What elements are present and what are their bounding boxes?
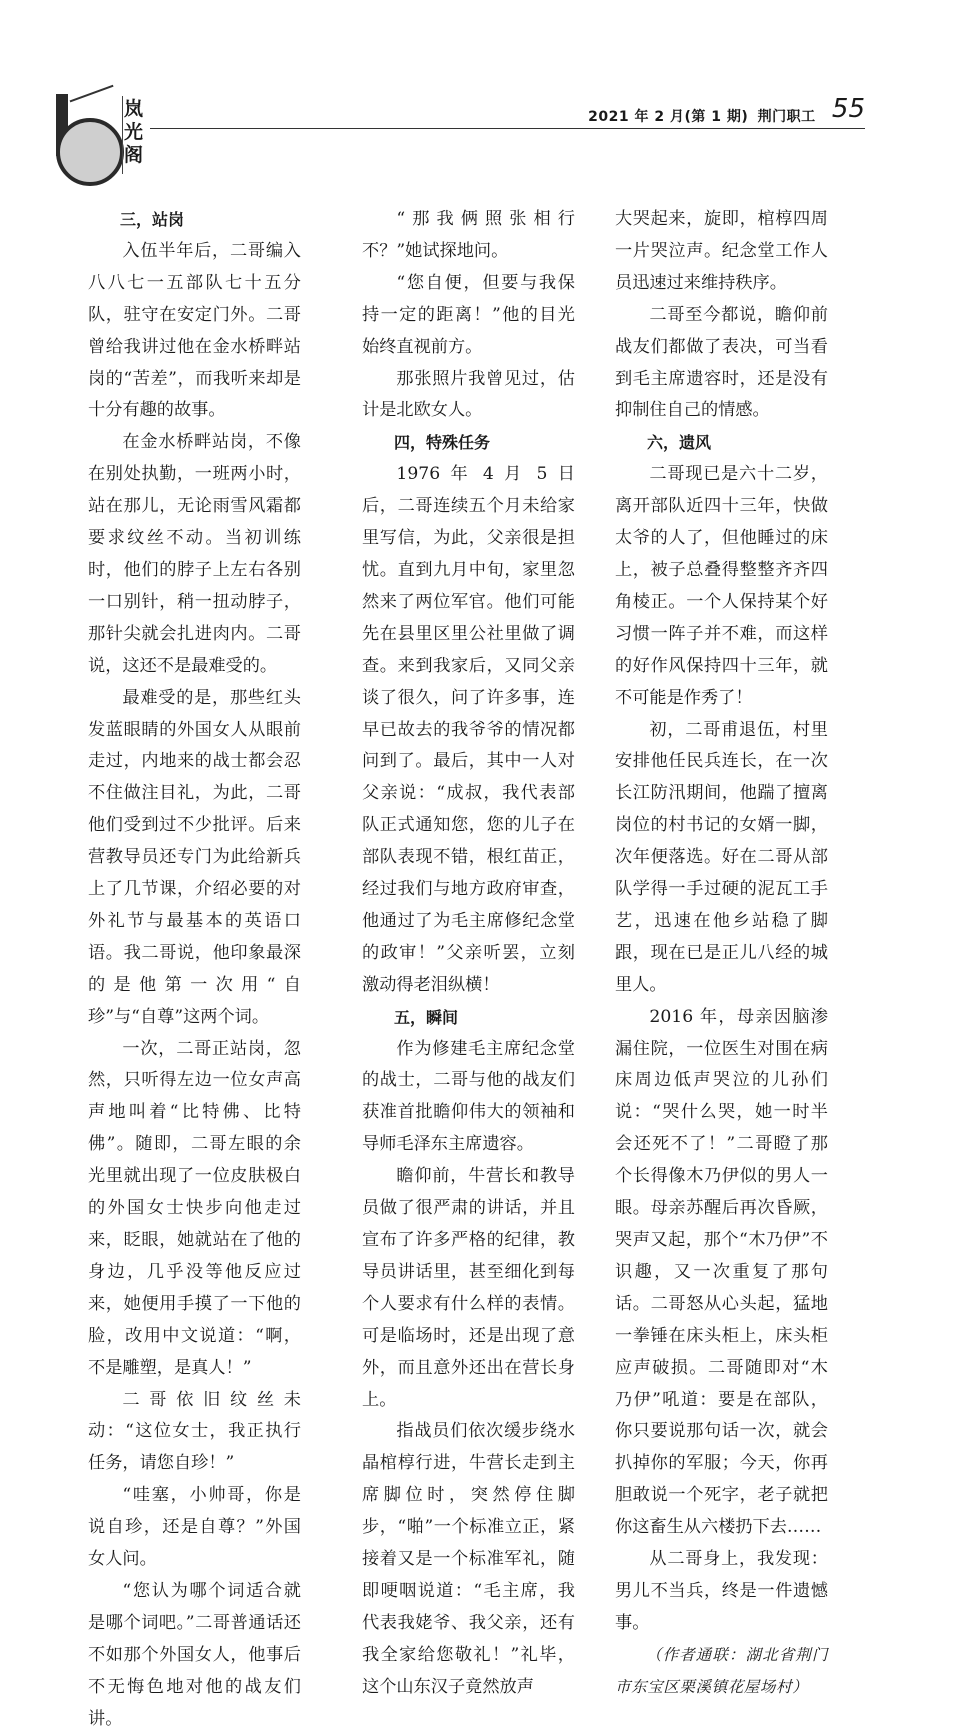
paragraph: 指战员们依次缓步绕水晶棺椁行进，牛营长走到主席脚位时，突然停住脚步，“啪”一个标准立正，紧接着又是一个标准军礼，随即哽咽说道：“毛主席，我代表我姥爷、我父亲，还有我全家给您敬礼！”礼毕，这个山东汉子竟然放声 [362,1421,575,1697]
paragraph: 那张照片我曾见过，估计是北欧女人。 [362,368,575,421]
running-header [584,106,865,126]
section-heading: 五，瞬间 [394,1007,459,1027]
text-column-1 [88,204,301,1736]
section-title: 岚光阁 [124,98,144,166]
section-heading: 六，遗风 [647,433,712,453]
text-column-3 [615,204,828,1704]
section-heading: 三，站岗 [120,210,185,229]
section-logo [50,88,150,188]
header-rule [150,128,865,129]
text-column-2 [362,204,575,1704]
paragraph: 二哥现已是六十二岁，离开部队近四十三年，快做太爷的人了，但他睡过的床上，被子总叠得整整齐齐四角棱正。一个人保持某个好习惯一阵子并不难，而这样的好作风保持四十三年，就不可能是作秀了！ [615,464,828,708]
paragraph: 瞻仰前，牛营长和教导员做了很严肃的讲话，并且宣布了许多严格的纪律，教导员讲话里，甚至细化到每个人要求有什么样的表情。可是临场时，还是出现了意外，而且意外还出在营长身上。 [362,1166,575,1410]
paragraph: 作为修建毛主席纪念堂的战士，二哥与他的战友们获准首批瞻仰伟大的领袖和导师毛泽东主席遗容。 [362,1038,575,1155]
paragraph: 一次，二哥正站岗，忽然，只听得左边一位女声高声地叫着“比特佛、比特佛”。随即，二哥左眼的余光里就出现了一位皮肤极白的外国女士快步向他走过来，眨眼，她就站在了他的身边，几乎没等他反应过来，她便用手摸了一下他的脸，改用中文说道：“啊，不是雕塑，是真人！” [88,1038,301,1378]
page-number: 55 [831,94,865,124]
issue-date: 2021 年 2 月(第 1 期) [588,109,749,125]
paragraph: “您自便，但要与我保持一定的距离！”他的目光始终直视前方。 [362,272,575,357]
paragraph: 1976 年 4 月 5 日后，二哥连续五个月未给家里写信，为此，父亲很是担忧。直到九月中旬，家里忽然来了两位军官。他们可能先在县里区里公社里做了调查。来到我家后，又同父亲谈了很久，问了许多事，连早已故去的我爷爷的情况都问到了。最后，其中一人对父亲说：“成叔，我代表部队正式通知您，您的儿子在部队表现不错，根红苗正，经过我们与地方政府审查，他通过了为毛主席修纪念堂的政审！”父亲听罢，立刻激动得老泪纵横！ [362,464,575,995]
paragraph: 从二哥身上，我发现：男儿不当兵，终是一件遗憾事。 [615,1549,828,1633]
paragraph: 2016 年，母亲因脑渗漏住院，一位医生对围在病床周边低声哭泣的儿孙们说：“哭什么哭，她一时半会还死不了！”二哥瞪了那个长得像木乃伊似的男人一眼。母亲苏醒后再次昏厥，哭声又起，那个“木乃伊”不识趣，又一次重复了那句话。二哥怒从心头起，猛地一拳锤在床头柜上，床头柜应声破损。二哥随即对“木乃伊”吼道：要是在部队，你只要说那句话一次，就会扒掉你的军服；今天，你再胆敢说一个死字，老子就把你这畜生从六楼扔下去…… [615,1006,828,1538]
logo-ring-icon [56,118,124,186]
paragraph: “哇塞，小帅哥，你是说自珍，还是自尊？”外国女人问。 [88,1485,301,1570]
paragraph: 最难受的是，那些红头发蓝眼睛的外国女人从眼前走过，内地来的战士都会忍不住做注目礼，为此，二哥他们受到过不少批评。后来营教导员还专门为此给新兵上了几节课，介绍必要的对外礼节与最基本的英语口语。我二哥说，他印象最深的是他第一次用“自珍”与“自尊”这两个词。 [88,687,301,1027]
paragraph: 入伍半年后，二哥编入八八七一五部队七十五分队，驻守在安定门外。二哥曾给我讲过他在金水桥畔站岗的“苦差”，而我听来却是十分有趣的故事。 [88,240,301,421]
section-heading: 四，特殊任务 [394,433,491,453]
paragraph: 二哥依旧纹丝未动：“这位女士，我正执行任务，请您自珍！” [88,1389,301,1474]
paragraph: 大哭起来，旋即，棺椁四周一片哭泣声。纪念堂工作人员迅速过来维持秩序。 [615,209,828,293]
paragraph: “您认为哪个词适合就是哪个词吧。”二哥普通话还不如那个外国女人，他事后不无悔色地对他的战友们讲。 [88,1580,301,1729]
bamboo-leaf-icon [70,85,121,121]
author-note: （作者通联：湖北省荆门市东宝区栗溪镇花屋场村） [615,1645,828,1696]
publication-name: 荆门职工 [757,109,816,125]
paragraph: 二哥至今都说，瞻仰前战友们都做了表决，可当看到毛主席遗容时，还是没有抑制住自己的情感。 [615,304,828,421]
paragraph: 初，二哥甫退伍，村里安排他任民兵连长，在一次长江防汛期间，他踹了擅离岗位的村书记的女婿一脚，次年便落选。好在二哥从部队学得一手过硬的泥瓦工手艺，迅速在他乡站稳了脚跟，现在已是正儿八经的城里人。 [615,719,828,995]
paragraph: 在金水桥畔站岗，不像在别处执勤，一班两小时，站在那儿，无论雨雪风霜都要求纹丝不动。当初训练时，他们的脖子上左右各别一口别针，稍一扭动脖子，那针尖就会扎进肉内。二哥说，这还不是最难受的。 [88,432,301,676]
paragraph: “那我俩照张相行不？”她试探地问。 [362,209,575,261]
